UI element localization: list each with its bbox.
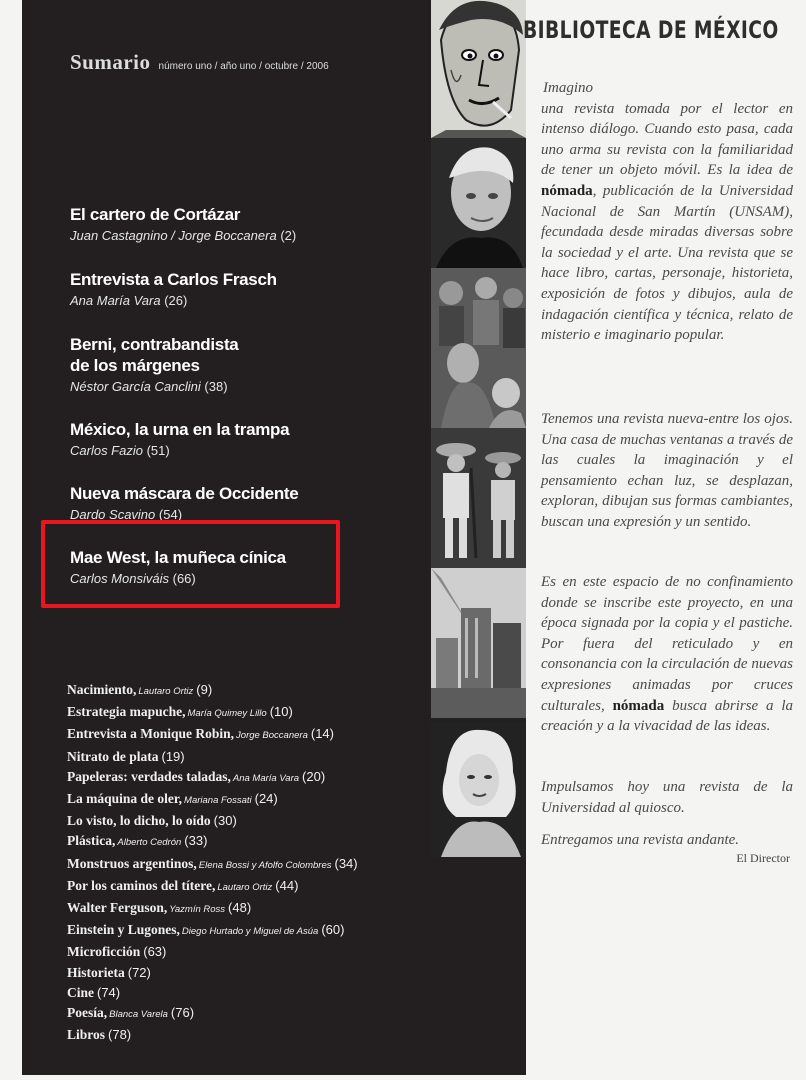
portrait-photo — [431, 138, 526, 268]
section-title: Cine — [67, 984, 94, 1000]
section-page: (74) — [97, 984, 121, 1000]
strip-bottom — [431, 857, 526, 1075]
feature-author: Juan Castagnino / Jorge Boccanera (2) — [70, 228, 297, 243]
editorial-paragraph: Imagino una revista tomada por el lector en intenso diálogo. Cuando esto pasa, cada uno arma su revista con la familiaridad de tener un objeto móvil. Es la idea de nómada, publicación de la Universidad Nacional de San Martín (UNSAM), fecundada desde miradas diversas sobre la sociedad y el arte. Una revista que se hace libro, cartas, personaje, historieta, exposición de fotos y dibujos, aula de indagación científica y técnica, relato de misterio e imaginario popular. — [541, 80, 793, 344]
section-title: Libros — [67, 1027, 106, 1043]
editorial-paragraph: Tenemos una revista nueva-entre los ojos. Una casa de muchas ventanas a través de las cuales la imaginación y el pensamiento echan luz, se desplazan, exploran, dibujan sus formas cambiantes, buscan una expresión y un sentido. — [541, 411, 793, 530]
section-author: Elena Bossi y Afolfo Colombres — [198, 859, 332, 871]
city-photo — [431, 568, 526, 718]
section-page: (48) — [228, 900, 252, 916]
feature-author: Carlos Monsiváis (66) — [70, 571, 196, 586]
section-page: (20) — [302, 768, 326, 784]
section-title: Plástica, — [67, 833, 116, 849]
section-author: María Quimey Lillo — [187, 708, 267, 720]
section-page: (24) — [254, 791, 278, 807]
feature-author: Ana María Vara (26) — [70, 293, 188, 308]
feature-author: Dardo Scavino (54) — [70, 507, 183, 522]
brand-name: nómada — [612, 697, 665, 714]
feature-author: Néstor García Canclini (38) — [70, 379, 228, 394]
contents-title: Sumario — [70, 50, 151, 74]
caricature-image — [431, 0, 526, 138]
feature-author: Carlos Fazio (51) — [70, 443, 170, 458]
section-title: Walter Ferguson, — [67, 900, 168, 916]
section-page: (78) — [108, 1027, 132, 1043]
section-title: Por los caminos del títere, — [67, 877, 216, 893]
section-title: Microficción — [67, 944, 141, 960]
section-page: (10) — [269, 704, 293, 720]
section-title: Nitrato de plata — [67, 748, 159, 764]
section-title: Nacimiento, — [67, 682, 137, 697]
section-page: (72) — [127, 964, 151, 980]
signature: El Director — [736, 851, 790, 865]
section-page: (30) — [213, 813, 237, 829]
section-author: Lautaro Ortiz — [138, 686, 194, 697]
section-page: (9) — [196, 682, 213, 697]
issue-meta: número uno / año uno / octubre / 2006 — [158, 61, 329, 72]
section-author: Ana María Vara — [232, 772, 300, 784]
section-author: Mariana Fossati — [184, 795, 252, 807]
library-stamp: BIBLIOTECA DE MÉXICO — [523, 16, 779, 44]
section-page: (63) — [143, 944, 167, 960]
section-title: Entrevista a Monique Robin, — [67, 726, 235, 742]
section-page: (19) — [161, 748, 185, 764]
section-author: Jorge Boccanera — [236, 730, 308, 742]
revolution-photo — [431, 428, 526, 568]
feature-title: Nueva máscara de Occidente — [70, 484, 299, 503]
section-author: Alberto Cedrón — [117, 837, 182, 849]
section-author: Lautaro Ortiz — [217, 881, 273, 893]
brand-name: nómada — [541, 182, 593, 199]
section-title: Einstein y Lugones, — [67, 922, 180, 938]
contents-header — [70, 50, 329, 75]
section-page: (33) — [184, 833, 208, 849]
section-author: Blanca Varela — [109, 1009, 168, 1021]
feature-title: Berni, contrabandista de los márgenes — [70, 335, 239, 375]
section-page: (60) — [321, 922, 345, 938]
mae-west-photo — [431, 722, 526, 857]
section-title: Poesía, — [67, 1005, 108, 1021]
feature-title: Mae West, la muñeca cínica — [70, 548, 286, 567]
section-author: Diego Hurtado y Miguel de Asúa — [181, 926, 319, 938]
section-title: La máquina de oler, — [67, 791, 183, 807]
editorial-paragraph: Impulsamos hoy una revista de la Universidad al quiosco. — [541, 779, 793, 816]
mural-image — [431, 268, 526, 428]
feature-title: Entrevista a Carlos Frasch — [70, 270, 277, 289]
editorial-paragraph: Entregamos una revista andante. — [541, 832, 740, 848]
feature-title: México, la urna en la trampa — [70, 420, 290, 439]
highlight-box — [41, 520, 340, 608]
section-title: Historieta — [67, 964, 125, 980]
section-author: Yazmín Ross — [169, 904, 226, 916]
photo-strip — [431, 0, 526, 1075]
section-title: Lo visto, lo dicho, lo oído — [67, 813, 211, 829]
section-title: Estrategia mapuche, — [67, 704, 186, 720]
section-page: (76) — [170, 1005, 195, 1021]
section-page: (44) — [275, 877, 299, 893]
editorial-paragraph: Es en este espacio de no confinamiento donde se inscribe este proyecto, en una época signada por la copia y el pastiche. Por fuera del reticulado y en consonancia con la circulación de nuevas expresiones animadas por cruces culturales, nómada busca abrirse a la creación y a la vivacidad de las ideas. — [541, 574, 793, 735]
section-page: (34) — [334, 855, 358, 871]
feature-title: El cartero de Cortázar — [70, 205, 241, 224]
section-title: Papeleras: verdades taladas, — [67, 768, 231, 784]
section-title: Monstruos argentinos, — [67, 855, 197, 871]
section-page: (14) — [310, 726, 334, 742]
